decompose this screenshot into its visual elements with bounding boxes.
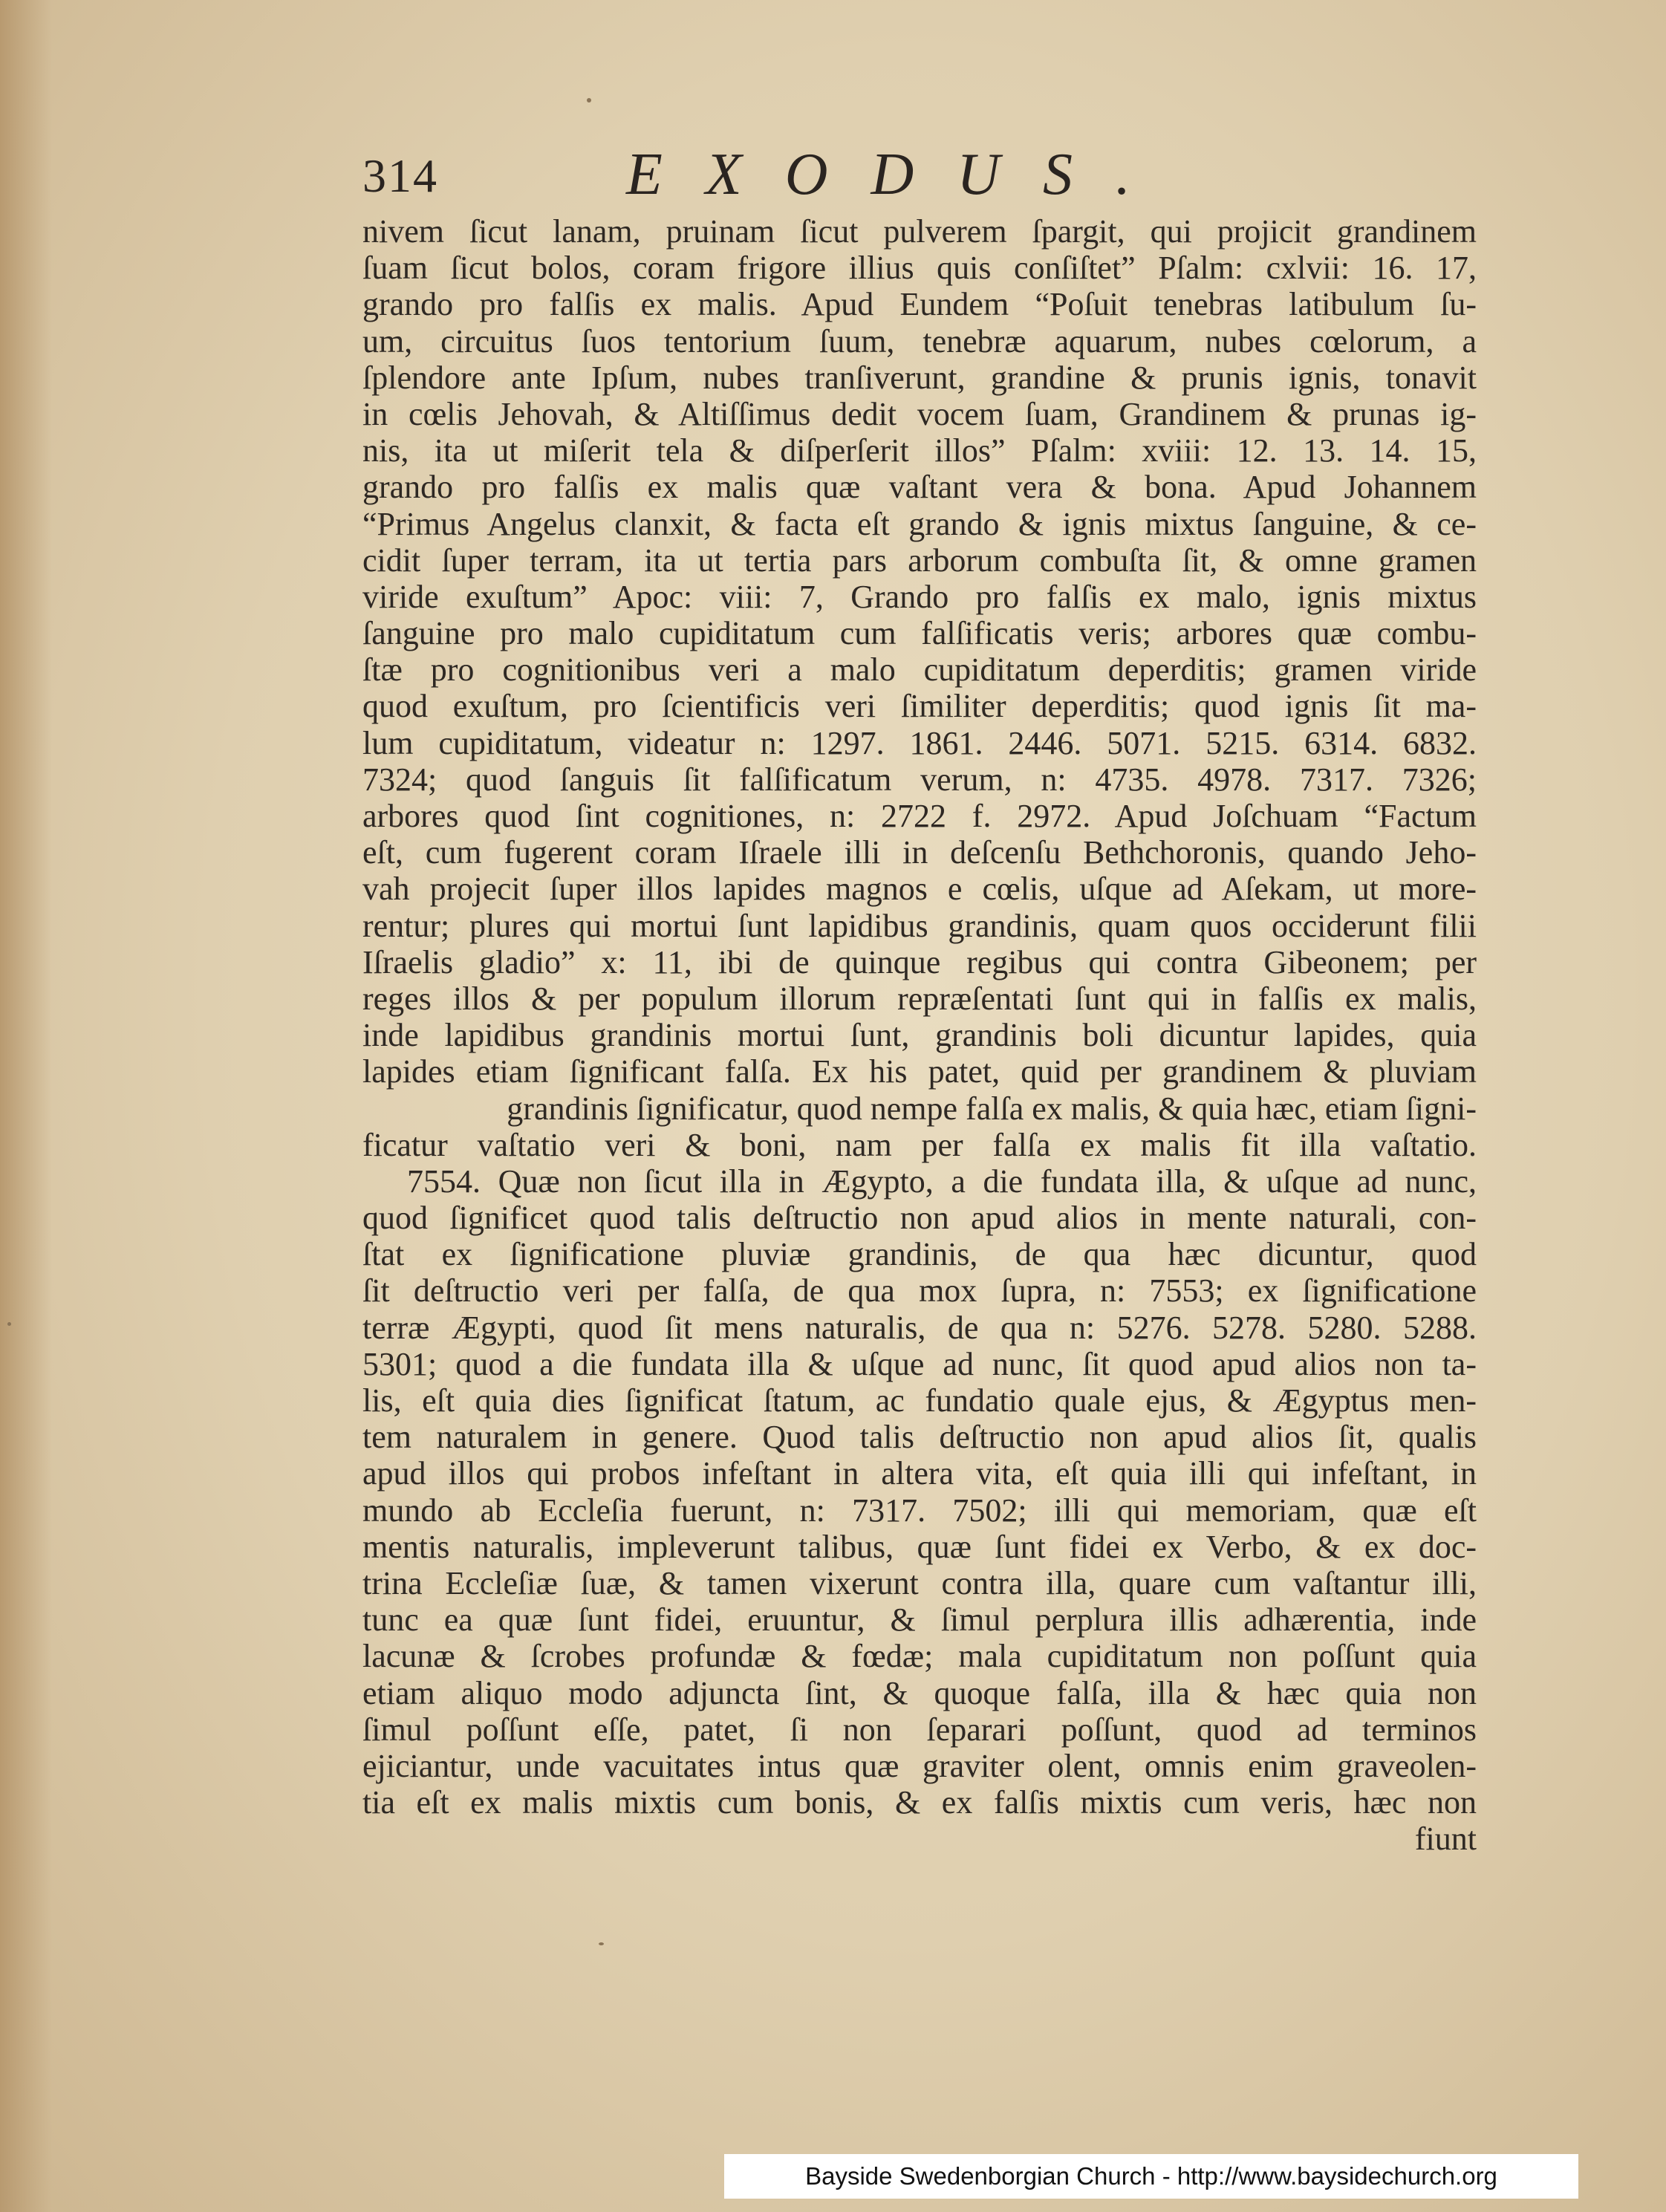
page-header <box>362 141 1477 208</box>
text-line: lis, eſt quia dies ſignificat ſtatum, ac fundatio quale ejus, & Ægyptus men- <box>362 1382 1477 1419</box>
text-line: in cœlis Jehovah, & Altiſſimus dedit vocem ſuam, Grandinem & prunas ig- <box>362 395 1477 432</box>
text-line: ſtæ pro cognitionibus veri a malo cupiditatum deperditis; gramen viride <box>362 651 1477 689</box>
text-line: vah projecit ſuper illos lapides magnos e cœlis, uſque ad Aſekam, ut more- <box>362 871 1477 908</box>
text-line: fiunt <box>1414 1821 1477 1858</box>
text-line: trina Eccleſiæ ſuæ, & tamen vixerunt contra illa, quare cum vaſtantur illi, <box>362 1564 1477 1601</box>
text-line: ſtat ex ſignificatione pluviæ grandinis, de qua hæc dicuntur, quod <box>362 1236 1477 1273</box>
running-title: EXODUS. <box>626 142 1174 207</box>
text-line: etiam aliquo modo adjuncta ſint, & quoque falſa, illa & hæc quia non <box>362 1674 1477 1711</box>
text-line: nis, ita ut miſerit tela & diſperſerit illos” Pſalm: xviii: 12. 13. 14. 15, <box>362 432 1477 469</box>
text-line: lacunæ & ſcrobes profundæ & fœdæ; mala cupiditatum non poſſunt quia <box>362 1638 1477 1675</box>
ink-spot <box>7 1322 11 1326</box>
text-line: nivem ſicut lanam, pruinam ſicut pulverem ſpargit, qui projicit grandinem <box>362 213 1477 250</box>
text-line: apud illos qui probos infeſtant in altera vita, eſt quia illi qui infeſtant, in <box>362 1455 1477 1492</box>
text-line: 7324; quod ſanguis ſit falſificatum verum, n: 4735. 4978. 7317. 7326; <box>362 761 1477 798</box>
text-line: um, circuitus ſuos tentorium ſuum, tenebræ aquarum, nubes cœlorum, a <box>362 322 1477 360</box>
page-shadow-edge <box>0 0 52 2212</box>
text-line: terræ Ægypti, quod ſit mens naturalis, de qua n: 5276. 5278. 5280. 5288. <box>362 1309 1477 1346</box>
text-line: reges illos & per populum illorum repræſentati ſunt qui in falſis ex malis, <box>362 980 1477 1017</box>
text-line: mundo ab Eccleſia fuerunt, n: 7317. 7502; illi qui memoriam, quæ eſt <box>362 1492 1477 1529</box>
text-line: lum cupiditatum, videatur n: 1297. 1861. 2446. 5071. 5215. 6314. 6832. <box>362 724 1477 761</box>
text-line: inde lapidibus grandinis mortui ſunt, grandinis boli dicuntur lapides, quia <box>362 1017 1477 1054</box>
text-line: eſt, cum fugerent coram Iſraele illi in deſcenſu Bethchoronis, quando Jeho- <box>362 834 1477 871</box>
text-line: rentur; plures qui mortui ſunt lapidibus grandinis, quam quos occiderunt filii <box>362 907 1477 944</box>
text-line: mentis naturalis, impleverunt talibus, quæ ſunt fidei ex Verbo, & ex doc- <box>362 1528 1477 1565</box>
text-line: grando pro falſis ex malis. Apud Eundem “Poſuit tenebras latibulum ſu- <box>362 286 1477 323</box>
body-text <box>362 213 1477 1857</box>
text-line: viride exuſtum” Apoc: viii: 7, Grando pro falſis ex malo, ignis mixtus <box>362 578 1477 615</box>
text-line: ſplendore ante Ipſum, nubes tranſiverunt, grandine & prunis ignis, tonavit <box>362 359 1477 396</box>
text-line: lapides etiam ſignificant falſa. Ex his patet, quid per grandinem & pluviam <box>362 1053 1477 1090</box>
text-line: arbores quod ſint cognitiones, n: 2722 f. 2972. Apud Joſchuam “Factum <box>362 798 1477 834</box>
ink-spot <box>599 1942 604 1945</box>
text-line: ſit deſtructio veri per falſa, de qua mox ſupra, n: 7553; ex ſignificatione <box>362 1272 1477 1310</box>
ink-spot <box>587 98 591 103</box>
text-line: tia eſt ex malis mixtis cum bonis, & ex falſis mixtis cum veris, hæc non <box>362 1784 1477 1821</box>
text-line: ſimul poſſunt eſſe, patet, ſi non ſeparari poſſunt, quod ad terminos <box>362 1711 1477 1748</box>
text-line: ejiciantur, unde vacuitates intus quæ graviter olent, omnis enim graveolen- <box>362 1747 1477 1784</box>
text-line: tem naturalem in genere. Quod talis deſtructio non apud alios ſit, qualis <box>362 1419 1477 1456</box>
text-line: tunc ea quæ ſunt fidei, eruuntur, & ſimul perplura illis adhærentia, inde <box>362 1601 1477 1639</box>
watermark-credit: Bayside Swedenborgian Church - http://www.baysidechurch.org <box>724 2154 1578 2199</box>
text-line: quod exuſtum, pro ſcientificis veri ſimiliter deperditis; quod ignis ſit ma- <box>362 688 1477 725</box>
text-line: grando pro falſis ex malis quæ vaſtant vera & bona. Apud Johannem <box>362 469 1477 506</box>
text-line: 5301; quod a die fundata illa & uſque ad nunc, ſit quod apud alios non ta- <box>362 1345 1477 1382</box>
text-line: quod ſignificet quod talis deſtructio non apud alios in mente naturali, con- <box>362 1200 1477 1237</box>
text-line: 7554. Quæ non ſicut illa in Ægypto, a die fundata illa, & uſque ad nunc, <box>407 1162 1477 1200</box>
page-number: 314 <box>362 149 438 202</box>
text-line: grandinis ſignificatur, quod nempe falſa ex malis, & quia hæc, etiam ſigni- <box>507 1090 1477 1127</box>
text-line: Iſraelis gladio” x: 11, ibi de quinque regibus qui contra Gibeonem; per <box>362 943 1477 980</box>
text-line: ſuam ſicut bolos, coram frigore illius quis conſiſtet” Pſalm: cxlvii: 16. 17, <box>362 250 1477 287</box>
text-line: ficatur vaſtatio veri & boni, nam per falſa ex malis fit illa vaſtatio. <box>362 1126 1477 1163</box>
text-line: ſanguine pro malo cupiditatum cum falſificatis veris; arbores quæ combu- <box>362 615 1477 652</box>
text-line: cidit ſuper terram, ita ut tertia pars arborum combuſta ſit, & omne gramen <box>362 541 1477 579</box>
text-line: “Primus Angelus clanxit, & facta eſt grando & ignis mixtus ſanguine, & ce- <box>362 505 1477 542</box>
